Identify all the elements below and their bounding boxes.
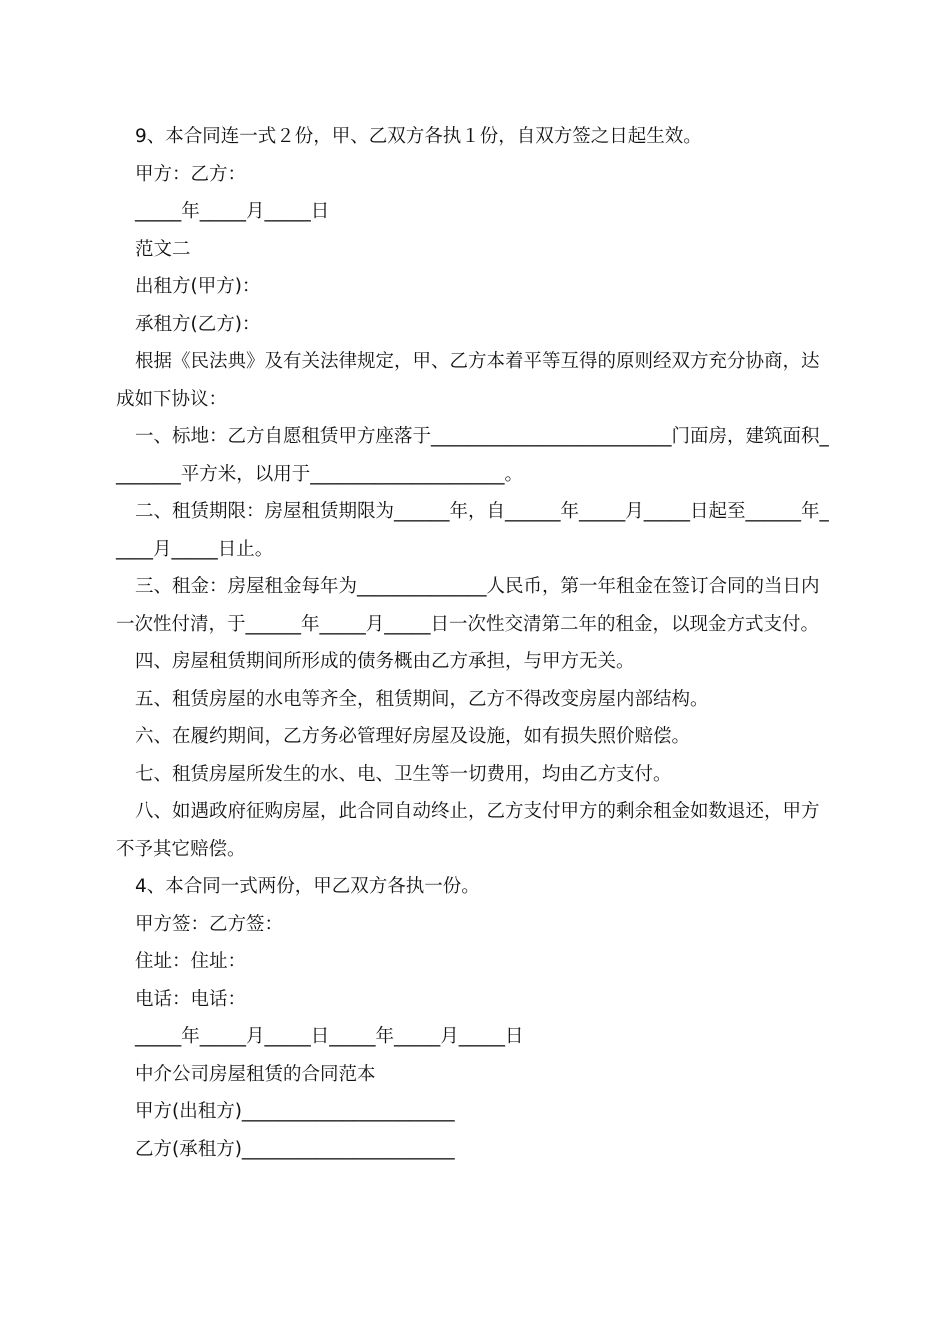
party-a-lessor-line: 甲方(出租方)_______________________ <box>135 1101 455 1122</box>
clause-1-premises: 一、标地：乙方自愿租赁甲方座落于__________________________门面房，建筑面积________平方米，以用于_____________________。 <box>116 426 829 485</box>
clause-7-fees: 七、租赁房屋所发生的水、电、卫生等一切费用，均由乙方支付。 <box>135 763 672 785</box>
lessor-line: 出租方(甲方)： <box>135 276 261 297</box>
clause-8-termination: 八、如遇政府征购房屋，此合同自动终止，乙方支付甲方的剩余租金如数退还，甲方不予其它赔偿。 <box>116 801 820 860</box>
party-signature-line: 甲方：乙方： <box>135 163 247 185</box>
address-line: 住址：住址： <box>135 951 247 972</box>
section-heading-agency-template: 中介公司房屋租赁的合同范本 <box>135 1063 376 1085</box>
lessee-line: 承租方(乙方)： <box>135 313 261 335</box>
clause-6-maintenance: 六、在履约期间，乙方务必管理好房屋及设施，如有损失照价赔偿。 <box>135 726 691 747</box>
clause-copies: 4、本合同一式两份，甲乙双方各执一份。 <box>135 876 480 897</box>
preamble-paragraph: 根据《民法典》及有关法律规定，甲、乙方本着平等互得的原则经双方充分协商，达成如下协议： <box>116 351 820 410</box>
date-line: _____年_____月_____日 <box>135 201 330 222</box>
clause-4-debts: 四、房屋租赁期间所形成的债务概由乙方承担，与甲方无关。 <box>135 651 635 672</box>
clause-5-utilities: 五、租赁房屋的水电等齐全，租赁期间，乙方不得改变房屋内部结构。 <box>135 688 709 710</box>
signature-line: 甲方签：乙方签： <box>135 913 284 935</box>
phone-line: 电话：电话： <box>135 988 247 1010</box>
clause-2-term: 二、租赁期限：房屋租赁期限为______年，自______年_____月_____日起至______年_____月_____日止。 <box>116 501 829 560</box>
clause-9-effective: 9、本合同连一式２份，甲、乙双方各执１份，自双方签之日起生效。 <box>135 126 702 147</box>
section-heading-sample-two: 范文二 <box>135 238 191 260</box>
party-b-lessee-line: 乙方(承租方)_______________________ <box>135 1138 455 1160</box>
document-body <box>116 118 836 1168</box>
clause-3-rent: 三、租金：房屋租金每年为______________人民币，第一年租金在签订合同的当日内一次性付清，于______年_____月_____日一次性交清第二年的租金，以现金方式支付。 <box>116 576 820 635</box>
dual-date-line: _____年_____月_____日_____年_____月_____日 <box>135 1026 524 1047</box>
